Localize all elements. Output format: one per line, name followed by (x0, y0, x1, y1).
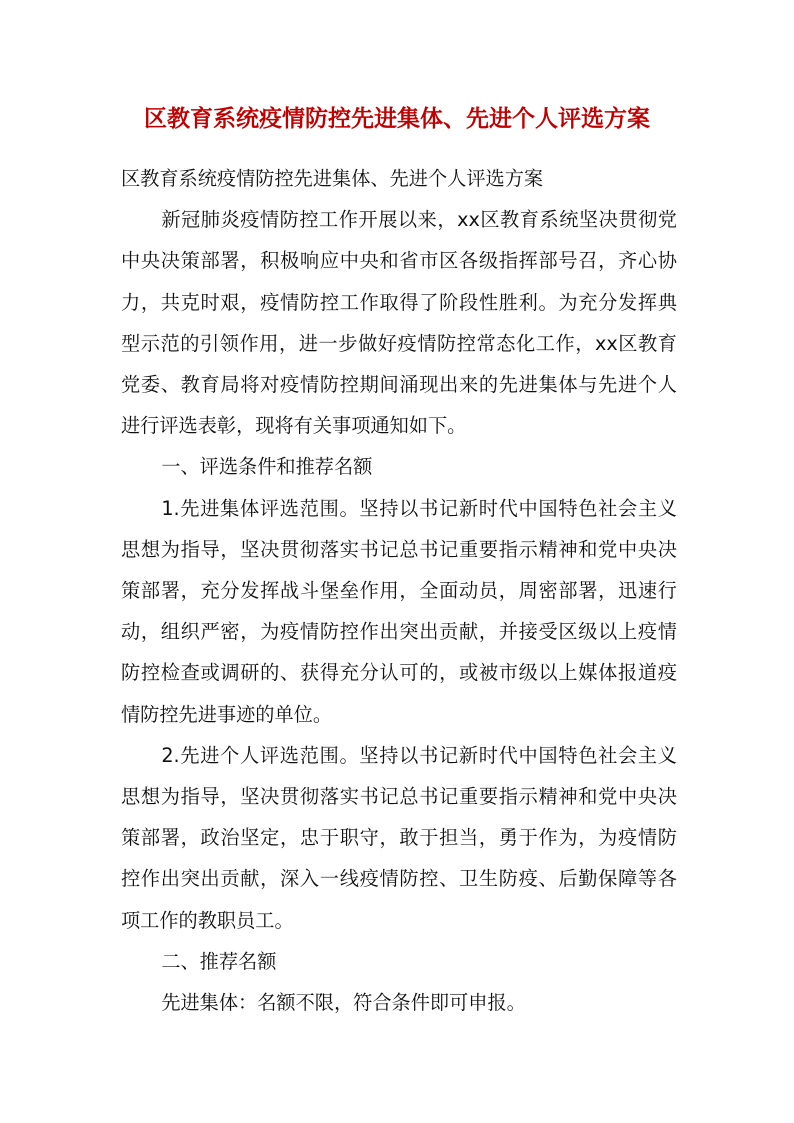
section-heading-quota: 二、推荐名额 (161, 949, 277, 973)
section-heading-criteria: 一、评选条件和推荐名额 (161, 455, 373, 479)
intro-paragraph: 新冠肺炎疫情防控工作开展以来，xx区教育系统坚决贯彻党中央决策部署，积极响应中央和省市区各级指挥部号召，齐心协力，共克时艰，疫情防控工作取得了阶段性胜利。为充分发挥典型示范的引领作用，进一步做好疫情防控常态化工作，xx区教育党委、教育局将对疫情防控期间涌现出来的先进集体与先进个人进行评选表彰，现将有关事项通知如下。 (121, 208, 677, 438)
document-body (121, 158, 677, 1023)
document-title: 区教育系统疫情防控先进集体、先进个人评选方案 (144, 105, 650, 132)
collective-quota-paragraph: 先进集体：名额不限，符合条件即可申报。 (161, 991, 526, 1015)
subtitle-paragraph: 区教育系统疫情防控先进集体、先进个人评选方案 (121, 167, 544, 190)
individual-scope-paragraph: 2.先进个人评选范围。坚持以书记新时代中国特色社会主义思想为指导，坚决贯彻落实书记总书记重要指示精神和党中央决策部署，政治坚定，忠于职守，敢于担当，勇于作为，为疫情防控作出突出贡献，深入一线疫情防控、卫生防疫、后勤保障等各项工作的教职员工。 (121, 743, 677, 932)
collective-scope-paragraph: 1.先进集体评选范围。坚持以书记新时代中国特色社会主义思想为指导，坚决贯彻落实书记总书记重要指示精神和党中央决策部署，充分发挥战斗堡垒作用，全面动员，周密部署，迅速行动，组织严密，为疫情防控作出突出贡献，并接受区级以上疫情防控检查或调研的、获得充分认可的，或被市级以上媒体报道疫情防控先进事迹的单位。 (121, 496, 677, 726)
